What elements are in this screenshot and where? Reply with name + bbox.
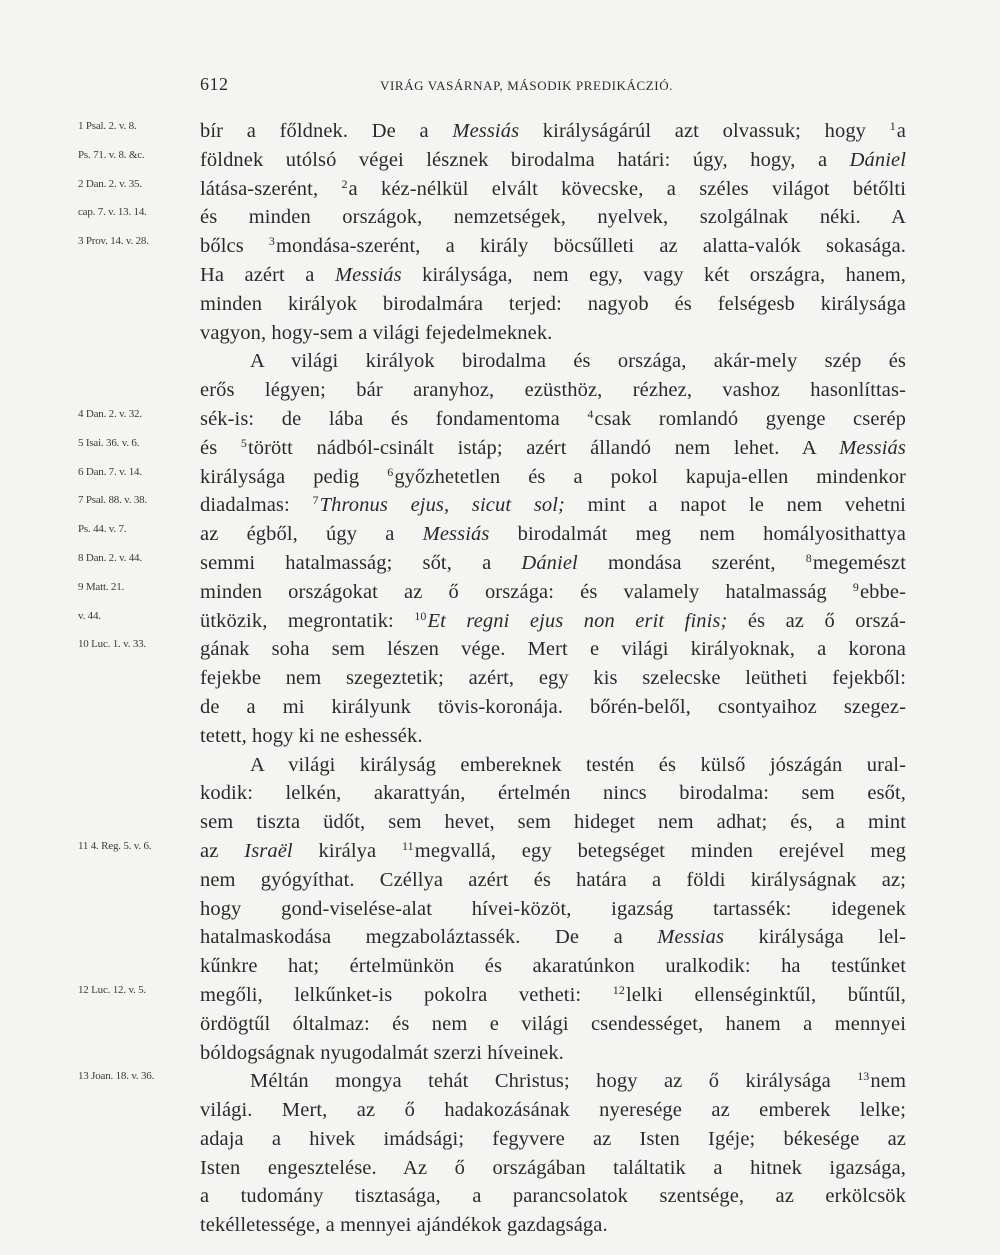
line-text: A világi királyok birodalma és országa, akár-mely szép és bbox=[250, 350, 906, 373]
line-text: és $^5$törött nádból-csinált istáp; azért állandó nem lehet. A Messiás bbox=[200, 435, 906, 459]
page-body bbox=[0, 117, 1000, 1240]
footnote-marker: 2 bbox=[341, 176, 348, 191]
text-line bbox=[0, 520, 1000, 549]
text-line bbox=[0, 1211, 1000, 1240]
text-line bbox=[0, 693, 1000, 722]
margin-reference: 9 Matt. 21. bbox=[78, 580, 125, 593]
margin-reference: 7 Psal. 88. v. 38. bbox=[78, 494, 148, 507]
text-line bbox=[0, 1182, 1000, 1211]
line-text: adaja a hivek imádsági; fegyvere az Isten Igéje; békesége az bbox=[200, 1127, 906, 1150]
text-line bbox=[0, 549, 1000, 578]
margin-reference: 11 4. Reg. 5. v. 6. bbox=[78, 839, 152, 852]
text-line bbox=[0, 319, 1000, 348]
line-text: bóldogságnak nyugodalmát szerzi híveinek. bbox=[200, 1041, 564, 1064]
text-line bbox=[0, 751, 1000, 780]
line-text: Ha azért a Messiás királysága, nem egy, vagy két országra, hanem, bbox=[200, 263, 907, 286]
text-line bbox=[0, 290, 1000, 319]
line-text: kodik: lelkén, akarattyán, értelmén nincs birodalma: sem esőt, bbox=[200, 782, 906, 805]
text-line bbox=[0, 607, 1000, 636]
text-line bbox=[0, 146, 1000, 175]
footnote-marker: 5 bbox=[240, 435, 247, 450]
text-line bbox=[0, 722, 1000, 751]
footnote-marker: 6 bbox=[387, 464, 394, 479]
text-line bbox=[0, 578, 1000, 607]
line-text: hatalmaskodása megzaboláztassék. De a Messias királysága lel- bbox=[200, 926, 906, 949]
page-number: 612 bbox=[200, 74, 229, 94]
line-text: bőlcs $^3$mondása-szerént, a király böcsűlleti az alatta-valók sokasága. bbox=[200, 234, 906, 258]
line-text: kűnkre hat; értelmünkön és akaratúnkon uralkodik: ha testűnket bbox=[200, 955, 906, 978]
line-text: Isten engesztelése. Az ő országában találtatik a hitnek igazsága, bbox=[200, 1156, 906, 1179]
line-text: tetett, hogy ki ne eshessék. bbox=[200, 724, 423, 747]
line-text: sem tiszta üdőt, sem hevet, sem hideget nem adhat; és, a mint bbox=[200, 811, 906, 834]
text-line bbox=[0, 232, 1000, 261]
page-header bbox=[0, 74, 1000, 104]
text-line bbox=[0, 203, 1000, 232]
footnote-marker: 11 bbox=[402, 838, 414, 853]
footnote-marker: 7 bbox=[312, 493, 319, 508]
footnote-marker: 9 bbox=[852, 579, 859, 594]
line-text: az Israël királya $^{11}$megvallá, egy betegséget minden erejével meg bbox=[200, 838, 906, 862]
line-text: ütközik, megrontatik: $^{10}$Et regni ejus non erit finis; és az ő orszá- bbox=[200, 608, 906, 632]
text-line bbox=[0, 117, 1000, 146]
text-line bbox=[0, 923, 1000, 952]
line-text: Méltán mongya tehát Christus; hogy az ő királysága $^{13}$nem bbox=[250, 1069, 906, 1093]
line-text: semmi hatalmasság; sőt, a Dániel mondása szerént, $^8$megemészt bbox=[200, 550, 906, 574]
line-text: királysága pedig $^6$győzhetetlen és a pokol kapuja-ellen mindenkor bbox=[200, 464, 906, 488]
margin-reference: Ps. 71. v. 8. &c. bbox=[78, 148, 145, 161]
text-line bbox=[0, 491, 1000, 520]
text-line bbox=[0, 664, 1000, 693]
text-line bbox=[0, 434, 1000, 463]
text-line bbox=[0, 837, 1000, 866]
margin-reference: 8 Dan. 2. v. 44. bbox=[78, 551, 142, 564]
margin-reference: 4 Dan. 2. v. 32. bbox=[78, 407, 142, 420]
footnote-marker: 1 bbox=[889, 119, 896, 133]
line-text: vagyon, hogy-sem a világi fejedelmeknek. bbox=[200, 321, 553, 344]
text-line bbox=[0, 779, 1000, 808]
text-line bbox=[0, 261, 1000, 290]
margin-reference: 3 Prov. 14. v. 28. bbox=[78, 235, 149, 248]
line-text: látása-szerént, $^2$a kéz-nélkül elvált kövecske, a széles világot bétőlti bbox=[200, 176, 907, 200]
running-title: VIRÁG VASÁRNAP, MÁSODIK PREDIKÁCZIÓ. bbox=[380, 78, 674, 93]
line-text: minden országokat az ő országa: és valamely hatalmasság $^9$ebbe- bbox=[200, 579, 906, 603]
line-text: de a mi királyunk tövis-koronája. bőrén-belől, csontyaihoz szegez- bbox=[200, 695, 906, 718]
text-line bbox=[0, 895, 1000, 924]
footnote-marker: 8 bbox=[805, 550, 812, 565]
footnote-marker: 3 bbox=[268, 234, 276, 249]
margin-reference: v. 44. bbox=[78, 609, 101, 622]
text-line bbox=[0, 1096, 1000, 1125]
text-line bbox=[0, 376, 1000, 405]
margin-reference: 10 Luc. 1. v. 33. bbox=[78, 638, 146, 651]
text-line bbox=[0, 463, 1000, 492]
footnote-marker: 13 bbox=[857, 1069, 870, 1084]
margin-reference: 1 Psal. 2. v. 8. bbox=[78, 120, 137, 132]
text-line bbox=[0, 175, 1000, 204]
line-text: világi. Mert, az ő hadakozásának nyeresége az emberek lelke; bbox=[200, 1099, 906, 1122]
line-text: földnek utólsó végei lésznek birodalma határi: úgy, hogy, a Dániel bbox=[200, 148, 906, 171]
line-text: ördögtűl óltalmaz: és nem e világi csendességet, hanem a mennyei bbox=[200, 1012, 906, 1035]
line-text: tekélletessége, a mennyei ajándékok gazdagsága. bbox=[200, 1214, 608, 1237]
margin-reference: Ps. 44. v. 7. bbox=[78, 523, 127, 536]
text-line bbox=[0, 981, 1000, 1010]
footnote-marker: 10 bbox=[414, 608, 427, 623]
line-text: hogy gond-viselése-alat hívei-közöt, igazság tartassék: idegenek bbox=[200, 897, 906, 920]
line-text: fejekbe nem szegeztetik; azért, egy kis szelecske leütheti fejekből: bbox=[200, 667, 906, 690]
text-line bbox=[0, 1067, 1000, 1096]
margin-reference: 5 Isai. 36. v. 6. bbox=[78, 436, 140, 449]
margin-reference: 12 Luc. 12. v. 5. bbox=[78, 983, 146, 996]
text-line bbox=[0, 866, 1000, 895]
margin-reference: cap. 7. v. 13. 14. bbox=[78, 206, 147, 219]
text-line bbox=[0, 1154, 1000, 1183]
text-line bbox=[0, 952, 1000, 981]
footnote-marker: 12 bbox=[612, 982, 625, 997]
line-text: a tudomány tisztasága, a parancsolatok szentsége, az erkölcsök bbox=[200, 1185, 906, 1208]
text-line bbox=[0, 1039, 1000, 1068]
margin-reference: 13 Joan. 18. v. 36. bbox=[78, 1070, 155, 1083]
margin-reference: 2 Dan. 2. v. 35. bbox=[78, 177, 142, 190]
line-text: gának soha sem lészen vége. Mert e világi királyoknak, a korona bbox=[200, 638, 906, 661]
line-text: nem gyógyíthat. Czéllya azért és határa a földi királyságnak az; bbox=[200, 868, 906, 891]
line-text: és minden országok, nemzetségek, nyelvek, szolgálnak néki. A bbox=[200, 206, 906, 229]
text-line bbox=[0, 635, 1000, 664]
text-line bbox=[0, 808, 1000, 837]
margin-reference: 6 Dan. 7. v. 14. bbox=[78, 465, 142, 478]
text-line bbox=[0, 1125, 1000, 1154]
line-text: megőli, lelkűnket-is pokolra vetheti: $^{12}$lelki ellenséginktűl, bűntűl, bbox=[200, 982, 906, 1006]
text-line bbox=[0, 1010, 1000, 1039]
line-text: diadalmas: $^7$Thronus ejus, sicut sol; mint a napot le nem vehetni bbox=[200, 493, 906, 517]
line-text: az égből, úgy a Messiás birodalmát meg nem homályosithattya bbox=[200, 523, 906, 546]
line-text: sék-is: de lába és fondamentoma $^4$csak romlandó gyenge cserép bbox=[200, 406, 906, 430]
text-line bbox=[0, 347, 1000, 376]
line-text: bír a főldnek. De a Messiás királyságárúl azt olvassuk; hogy $^1$a bbox=[200, 119, 906, 142]
line-text: minden királyok birodalmára terjed: nagyob és felségesb királysága bbox=[200, 292, 906, 315]
text-line bbox=[0, 405, 1000, 434]
line-text: erős légyen; bár aranyhoz, ezüsthöz, rézhez, vashoz hasonlíttas- bbox=[200, 379, 906, 402]
footnote-marker: 4 bbox=[587, 406, 594, 421]
line-text: A világi királyság embereknek testén és külső jószágán ural- bbox=[250, 753, 906, 776]
